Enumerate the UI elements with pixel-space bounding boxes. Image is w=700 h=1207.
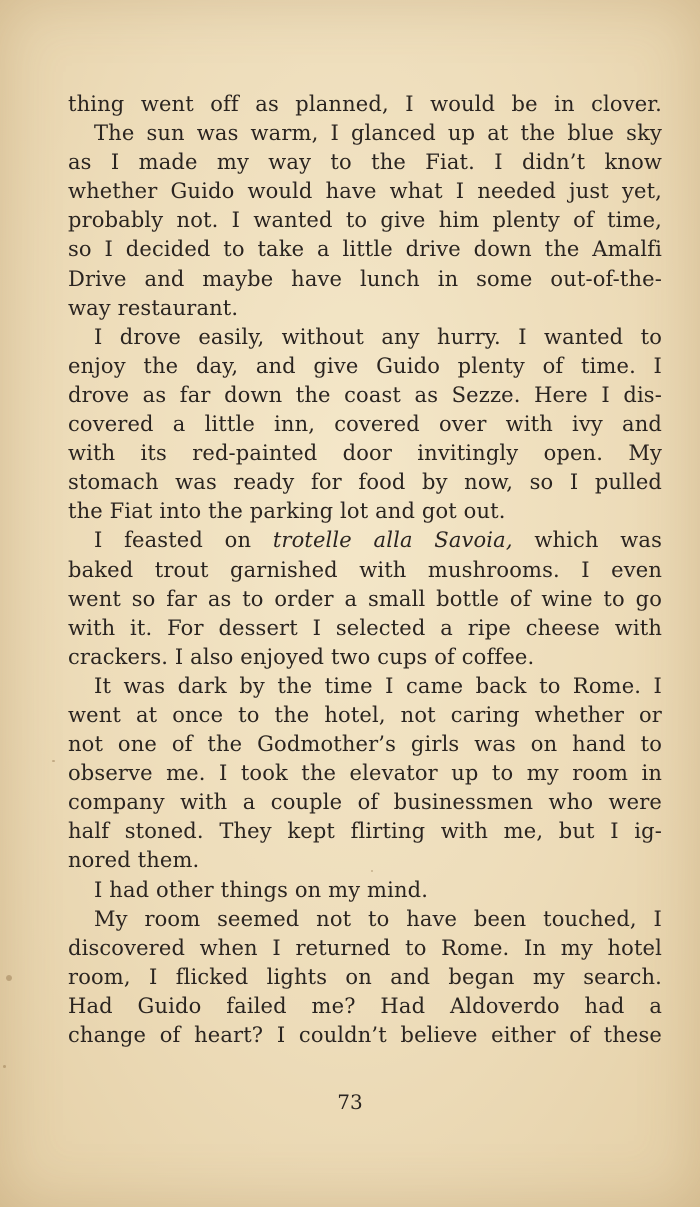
text-line: covered a little inn, covered over with ivy and <box>68 412 662 437</box>
text-line: the Fiat into the parking lot and got out. <box>68 499 506 524</box>
text-line: Drive and maybe have lunch in some out-of-the- <box>68 266 662 291</box>
text-line: thing went off as planned, I would be in clover. <box>68 92 662 116</box>
text-line: My room seemed not to have been touched, I <box>94 906 662 931</box>
text-line: probably not. I wanted to give him plenty of time, <box>68 208 662 233</box>
text-line: nored them. <box>68 848 200 873</box>
text-line: crackers. I also enjoyed two cups of coffee. <box>68 644 535 669</box>
text-line: company with a couple of businessmen who were <box>68 790 662 815</box>
text-line: so I decided to take a little drive down the Amalfi <box>68 237 662 262</box>
text-line: drove as far down the coast as Sezze. Here I dis- <box>68 382 662 407</box>
text-line: It was dark by the time I came back to Rome. I <box>94 673 662 698</box>
text-segment: which was <box>534 528 663 553</box>
italic-dish-name: trotelle alla Savoia, <box>272 528 513 553</box>
paper-speck <box>3 1065 6 1068</box>
text-line: whether Guido would have what I needed just yet, <box>68 179 662 204</box>
text-line: with its red-painted door invitingly open. My <box>68 441 662 466</box>
text-line: went at once to the hotel, not caring whether or <box>68 702 662 727</box>
text-segment: I feasted on <box>94 528 252 553</box>
paper-speck <box>52 760 55 762</box>
text-line: as I made my way to the Fiat. I didn’t know <box>68 150 662 175</box>
text-line: not one of the Godmother’s girls was on hand to <box>68 732 662 757</box>
text-line: enjoy the day, and give Guido plenty of time. I <box>68 353 662 378</box>
text-line: way restaurant. <box>68 295 239 320</box>
text-line: The sun was warm, I glanced up at the blue sky <box>94 121 662 146</box>
text-line: stomach was ready for food by now, so I pulled <box>68 470 662 495</box>
text-line: change of heart? I couldn’t believe either of these <box>68 1023 662 1047</box>
text-line: room, I flicked lights on and began my search. <box>68 964 662 989</box>
text-line-mixed <box>68 526 662 555</box>
text-line: baked trout garnished with mushrooms. I even <box>68 557 662 582</box>
text-line: with it. For dessert I selected a ripe cheese with <box>68 615 662 640</box>
body-text <box>68 90 662 1050</box>
text-line: observe me. I took the elevator up to my room in <box>68 761 662 786</box>
text-line: half stoned. They kept flirting with me, but I ig- <box>68 819 662 844</box>
text-line: I had other things on my mind. <box>94 877 429 902</box>
paper-speck <box>371 870 373 872</box>
paper-speck <box>6 975 12 981</box>
text-line: discovered when I returned to Rome. In my hotel <box>68 935 662 960</box>
text-line: went so far as to order a small bottle of wine to go <box>68 586 662 611</box>
text-line: Had Guido failed me? Had Aldoverdo had a <box>68 993 662 1018</box>
page-number: 73 <box>337 1090 363 1114</box>
text-line: I drove easily, without any hurry. I wanted to <box>94 324 662 349</box>
